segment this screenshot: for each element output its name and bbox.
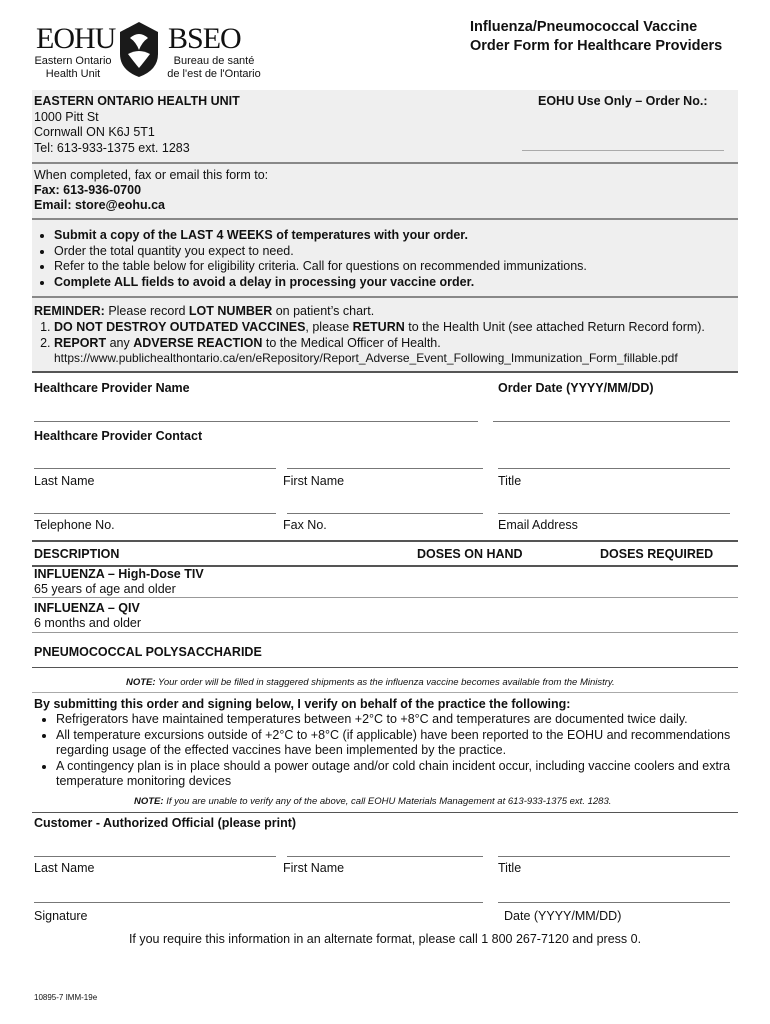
office-use-label: EOHU Use Only – Order No.:	[538, 94, 708, 108]
reminder-list	[32, 320, 705, 367]
verification-heading: By submitting this order and signing below, I verify on behalf of the practice the following:	[34, 697, 571, 711]
title-line-1: Influenza/Pneumococcal Vaccine	[470, 19, 698, 35]
signature-date-field[interactable]	[498, 902, 730, 903]
instruction-item: • Complete ALL fields to avoid a delay in processing your vaccine order.	[54, 275, 587, 291]
alternate-format-note: If you require this information in an alternate format, please call 1 800 267-7120 and press 0.	[128, 932, 642, 946]
signature-date-label: Date (YYYY/MM/DD)	[504, 909, 622, 923]
verification-item: • A contingency plan is in place should a power outage and/or cold chain incident occur, including vaccine coolers and extra temperature monitoring devices	[56, 759, 758, 790]
adverse-event-url[interactable]: https://www.publichealthontario.ca/en/eRepository/Report_Adverse_Event_Following_Immunization_Form_fillable.pdf	[54, 351, 678, 365]
fax-field[interactable]	[287, 513, 483, 514]
vaccine-detail: 6 months and older	[34, 616, 142, 630]
org-name: EASTERN ONTARIO HEALTH UNIT	[34, 94, 240, 108]
official-first-name-field[interactable]	[287, 856, 483, 857]
org-street: 1000 Pitt St	[34, 109, 99, 124]
official-title-field[interactable]	[498, 856, 730, 857]
table-row	[34, 567, 204, 597]
verification-note: NOTE: If you are unable to verify any of the above, call EOHU Materials Management at 613-933-1375 ext. 1283.	[134, 796, 612, 807]
form-code: 10895-7 IMM-19e	[34, 993, 98, 1002]
instructions-block	[32, 220, 738, 296]
submission-contact	[32, 164, 738, 218]
order-date-label: Order Date (YYYY/MM/DD)	[498, 381, 654, 395]
instructions-list	[32, 228, 587, 290]
fax-label: Fax No.	[283, 518, 327, 532]
logo-emblem-icon	[114, 20, 164, 78]
official-heading: Customer - Authorized Official (please print)	[34, 816, 297, 830]
verification-item: • All temperature excursions outside of +2°C to +8°C (if applicable) have been reported to the EOHU and recommendations regarding usage of the effected vaccines have been implemented by the practice.	[56, 728, 758, 759]
eohu-logo	[32, 20, 262, 82]
verification-item: • Refrigerators have maintained temperatures between +2°C to +8°C and temperatures are documented twice daily.	[56, 712, 758, 728]
vaccine-name: INFLUENZA – High-Dose TIV	[34, 567, 204, 581]
telephone-label: Telephone No.	[34, 518, 115, 532]
logo-right-text: BSEO	[168, 22, 241, 55]
first-name-field[interactable]	[287, 468, 483, 469]
title-label: Title	[498, 474, 522, 488]
col-doses-required: DOSES REQUIRED	[600, 547, 714, 561]
form-title	[470, 18, 760, 56]
logo-sub-en-1: Eastern Ontario	[34, 55, 112, 67]
title-field[interactable]	[498, 468, 730, 469]
instruction-item: • Submit a copy of the LAST 4 WEEKS of temperatures with your order.	[54, 228, 587, 244]
last-name-label: Last Name	[34, 474, 95, 488]
vaccine-name: PNEUMOCOCCAL POLYSACCHARIDE	[34, 645, 262, 659]
reminder-line: REMINDER: Please record LOT NUMBER on patient’s chart.	[34, 304, 375, 318]
logo-sub-en-2: Health Unit	[45, 68, 101, 80]
provider-name-label: Healthcare Provider Name	[34, 381, 190, 395]
reminder-item-1: 1. DO NOT DESTROY OUTDATED VACCINES, please RETURN to the Health Unit (see attached Return Record form).	[54, 320, 705, 336]
title-line-2: Order Form for Healthcare Providers	[470, 38, 723, 54]
official-last-name-label: Last Name	[34, 861, 95, 875]
signature-field[interactable]	[34, 902, 483, 903]
telephone-field[interactable]	[34, 513, 276, 514]
email-field[interactable]	[498, 513, 730, 514]
signature-label: Signature	[34, 909, 88, 923]
official-first-name-label: First Name	[283, 861, 345, 875]
vaccine-name: INFLUENZA – QIV	[34, 601, 140, 615]
first-name-label: First Name	[283, 474, 345, 488]
logo-sub-fr-1: Bureau de santé	[173, 55, 255, 67]
order-date-field[interactable]	[493, 421, 730, 422]
order-number-field[interactable]	[522, 150, 724, 151]
vaccine-detail: 65 years of age and older	[34, 582, 176, 596]
logo-sub-fr-2: de l'est de l'Ontario	[167, 68, 261, 80]
table-note: NOTE: Your order will be filled in staggered shipments as the influenza vaccine becomes available from the Ministry.	[126, 677, 615, 688]
provider-contact-label: Healthcare Provider Contact	[34, 429, 203, 443]
instruction-item: • Refer to the table below for eligibility criteria. Call for questions on recommended immunizations.	[54, 259, 587, 275]
official-last-name-field[interactable]	[34, 856, 276, 857]
contact-email: Email: store@eohu.ca	[34, 198, 165, 212]
official-title-label: Title	[498, 861, 522, 875]
col-description: DESCRIPTION	[34, 547, 120, 561]
address-block	[32, 90, 738, 162]
contact-intro: When completed, fax or email this form to:	[34, 168, 269, 182]
org-tel: Tel: 613-933-1375 ext. 1283	[34, 140, 190, 155]
instruction-item: • Order the total quantity you expect to need.	[54, 244, 587, 260]
org-city: Cornwall ON K6J 5T1	[34, 125, 155, 139]
contact-fax: Fax: 613-936-0700	[34, 183, 142, 197]
email-label: Email Address	[498, 518, 578, 532]
provider-name-field[interactable]	[34, 421, 478, 422]
col-doses-on-hand: DOSES ON HAND	[417, 547, 523, 561]
verification-list	[34, 712, 758, 790]
last-name-field[interactable]	[34, 468, 276, 469]
table-row	[34, 645, 262, 660]
reminder-item-2: 2. REPORT any ADVERSE REACTION to the Medical Officer of Health. https://www.publichealthontario.ca/en/eRepository/Report_Adverse_Event_Following_Immunization_Form_fillable.pdf	[54, 336, 705, 367]
reminder-block	[32, 298, 738, 371]
logo-left-text: EOHU	[36, 22, 116, 55]
table-row	[34, 601, 141, 631]
